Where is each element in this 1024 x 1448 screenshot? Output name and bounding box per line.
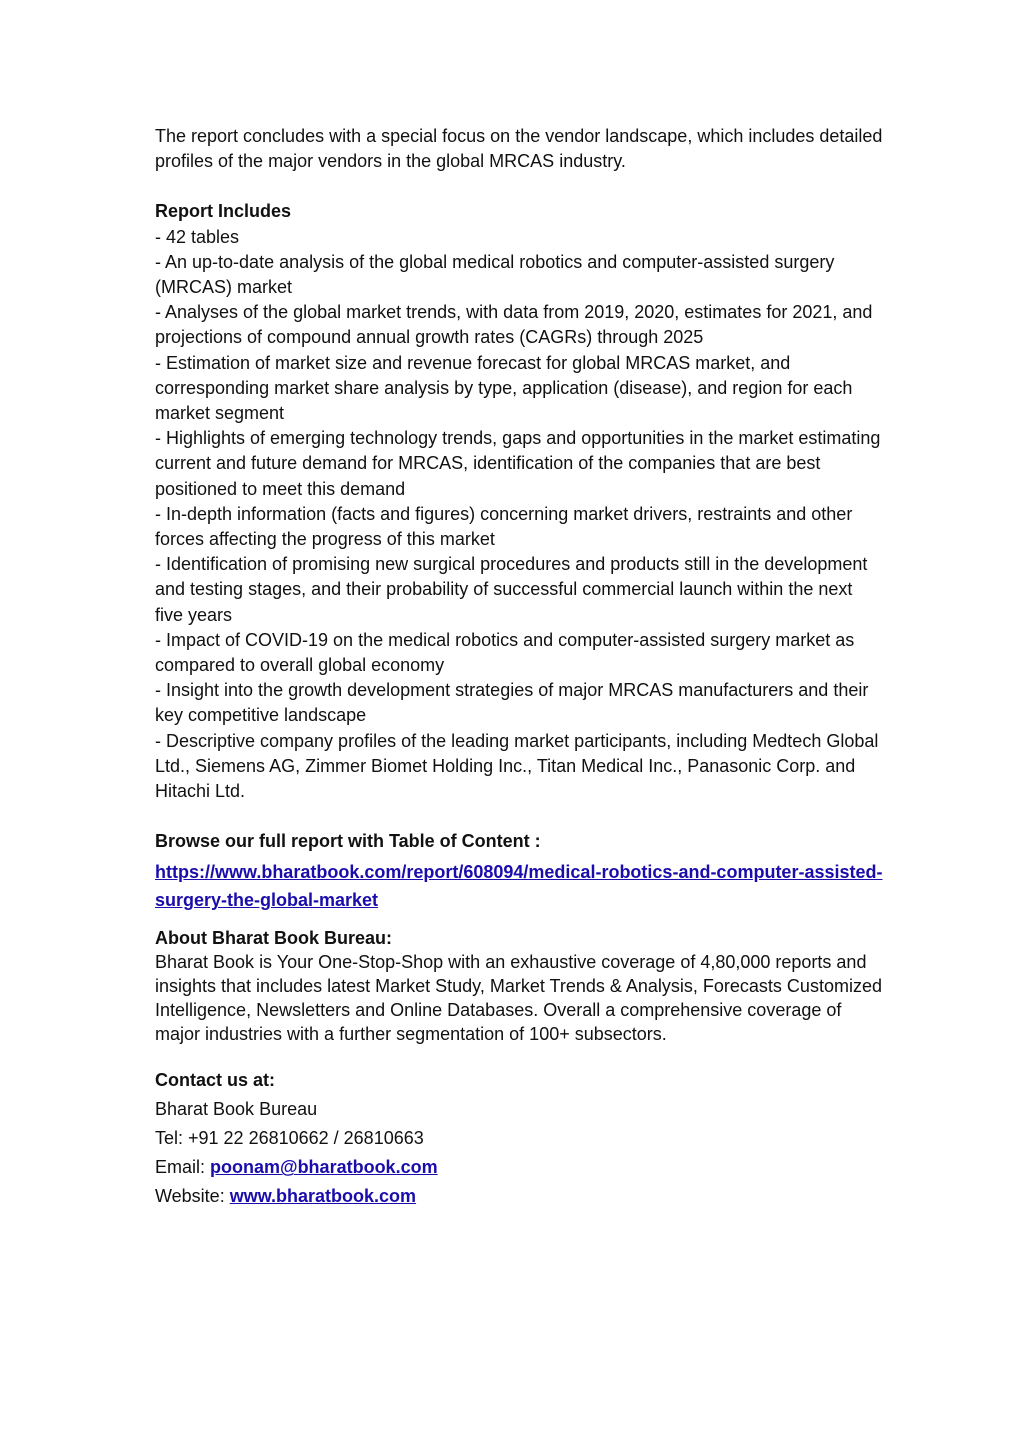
intro-paragraph: The report concludes with a special focus on the vendor landscape, which includes detailed profiles of the major vendors in the global MRCAS industry. <box>155 126 883 172</box>
document-page <box>155 124 885 1211</box>
website-link[interactable]: www.bharatbook.com <box>229 1186 417 1207</box>
spacer <box>155 804 885 829</box>
list-item: - Identification of promising new surgical procedures and products still in the development and testing stages, and their probability of successful commercial launch within the next five years <box>155 554 868 625</box>
spacer <box>155 1046 885 1066</box>
contact-website-row <box>155 1182 885 1211</box>
about-section <box>155 926 885 1046</box>
list-item: - Estimation of market size and revenue forecast for global MRCAS market, and corresponding market share analysis by type, application (disease), and region for each market segment <box>155 352 853 424</box>
about-heading: About Bharat Book Bureau: <box>155 928 393 949</box>
contact-company: Bharat Book Bureau <box>155 1099 318 1120</box>
email-link[interactable]: poonam@bharatbook.com <box>210 1157 438 1178</box>
contact-heading: Contact us at: <box>155 1070 276 1091</box>
list-item: - An up-to-date analysis of the global medical robotics and computer-assisted surgery (MRCAS) market <box>155 251 835 298</box>
spacer <box>155 914 885 926</box>
browse-section <box>155 829 885 914</box>
list-item: - Descriptive company profiles of the leading market participants, including Medtech Global Ltd., Siemens AG, Zimmer Biomet Holding Inc., Titan Medical Inc., Panasonic Corp. and Hitachi Ltd. <box>155 730 879 802</box>
browse-heading: Browse our full report with Table of Content : <box>155 831 541 852</box>
about-text: Bharat Book is Your One-Stop-Shop with an exhaustive coverage of 4,80,000 reports and insights that includes latest Market Study, Market Trends & Analysis, Forecasts Customized Intelligence, Newsletters and Online Databases. Overall a comprehensive coverage of major industries with a further segmentation of 100+ subsectors. <box>155 952 882 1045</box>
contact-section <box>155 1066 885 1211</box>
list-item: - Impact of COVID-19 on the medical robotics and computer-assisted surgery market as compared to overall global economy <box>155 629 855 676</box>
report-includes-section <box>155 199 885 804</box>
list-item: - Highlights of emerging technology trends, gaps and opportunities in the market estimating current and future demand for MRCAS, identification of the companies that are best positioned to meet this demand <box>155 428 881 499</box>
list-item: - 42 tables <box>155 226 240 247</box>
contact-tel: Tel: +91 22 26810662 / 26810663 <box>155 1128 424 1149</box>
list-item: - Analyses of the global market trends, with data from 2019, 2020, estimates for 2021, and projections of compound annual growth rates (CAGRs) through 2025 <box>155 302 873 348</box>
website-label: Website: <box>155 1186 230 1207</box>
list-item: - In-depth information (facts and figures) concerning market drivers, restraints and other forces affecting the progress of this market <box>155 503 853 550</box>
email-label: Email: <box>155 1157 211 1178</box>
contact-email-row <box>155 1153 885 1182</box>
report-includes-heading: Report Includes <box>155 201 292 222</box>
spacer <box>155 174 885 199</box>
list-item: - Insight into the growth development strategies of major MRCAS manufacturers and their key competitive landscape <box>155 680 869 726</box>
report-link[interactable]: https://www.bharatbook.com/report/608094/medical-robotics-and-computer-assisted-surgery-the-global-market <box>155 862 883 911</box>
